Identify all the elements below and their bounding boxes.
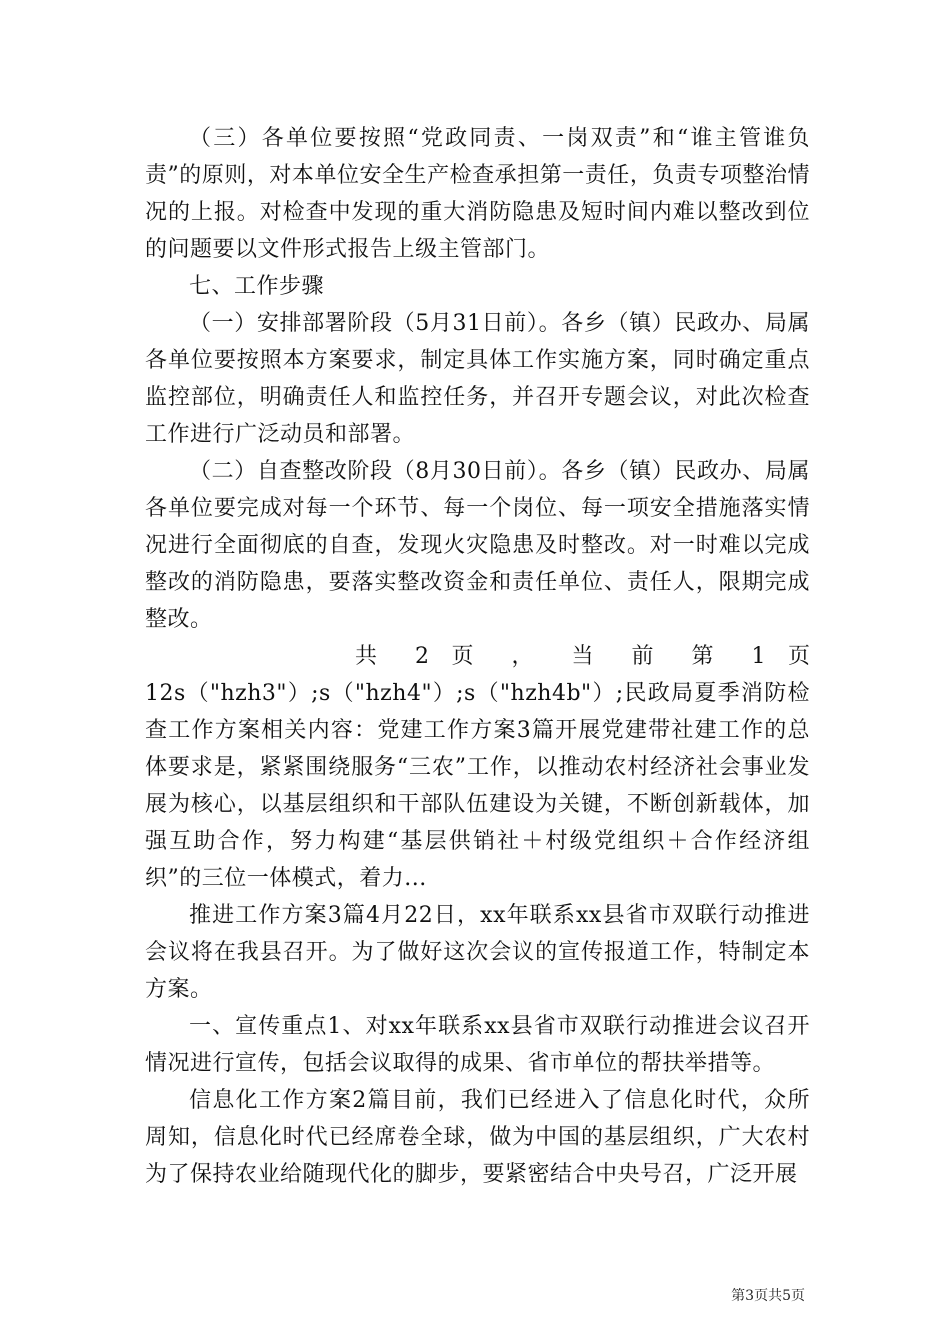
section-heading-work-steps: 七、工作步骤 [189, 274, 325, 299]
inline-page-counter: 共 2 页 ， 当 前 第 1 页 [355, 644, 810, 669]
paragraph-deployment-stage: （一）安排部署阶段（5月31日前）。各乡（镇）民政办、局属各单位要按照本方案要求，制定具体工作实施方案，同时确定重点监控部位，明确责任人和监控任务，并召开专题会议，对此次检查工作进行广泛动员和部署。 [145, 311, 810, 447]
paragraph-responsibility: （三）各单位要按照“党政同责、一岗双责”和“谁主管谁负责”的原则，对本单位安全生产检查承担第一责任，负责专项整治情况的上报。对检查中发现的重大消防隐患及短时间内难以整改到位的问题要以文件形式报告上级主管部门。 [145, 126, 810, 262]
page-footer-number: 第3页共5页 [731, 1288, 805, 1304]
paragraph-promotion-plan: 推进工作方案3篇4月22日，xx年联系xx县省市双联行动推进会议将在我县召开。为了做好这次会议的宣传报道工作，特制定本方案。 [145, 903, 810, 1002]
paragraph-self-inspection-stage: （二）自查整改阶段（8月30日前）。各乡（镇）民政办、局属各单位要完成对每一个环节、每一个岗位、每一项安全措施落实情况进行全面彻底的自查，发现火灾隐患及时整改。对一时难以完成整改的消防隐患，要落实整改资金和责任单位、责任人，限期完成整改。 [145, 459, 810, 632]
paragraph-related-content: 12s（"hzh3"）;s（"hzh4"）;s（"hzh4b"）;民政局夏季消防检查工作方案相关内容：党建工作方案3篇开展党建带社建工作的总体要求是，紧紧围绕服务“三农”工作，以推动农村经济社会事业发展为核心，以基层组织和干部队伍建设为关键，不断创新载体，加强互助合作，努力构建“基层供销社＋村级党组织＋合作经济组织”的三位一体模式，着力... [145, 681, 810, 891]
paragraph-informatization-plan: 信息化工作方案2篇目前，我们已经进入了信息化时代，众所周知，信息化时代已经席卷全球，做为中国的基层组织，广大农村为了保持农业给随现代化的脚步，要紧密结合中央号召，广泛开展 [145, 1088, 810, 1187]
document-body [145, 120, 810, 1193]
paragraph-publicity-focus: 一、宣传重点1、对xx年联系xx县省市双联行动推进会议召开情况进行宣传，包括会议取得的成果、省市单位的帮扶举措等。 [145, 1014, 810, 1076]
